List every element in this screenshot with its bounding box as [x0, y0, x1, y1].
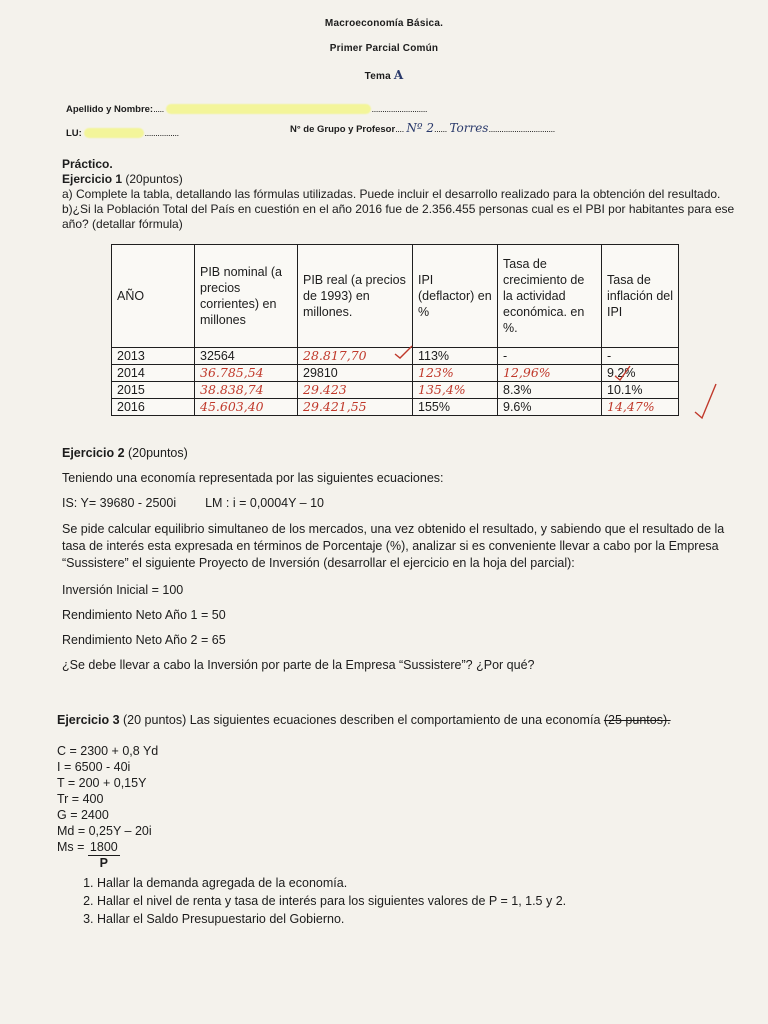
ejercicio-1-section: [62, 157, 742, 232]
ej2-title: Ejercicio 2: [62, 446, 125, 460]
ej1-title: Ejercicio 1: [62, 172, 123, 186]
cell-real: 29810: [298, 365, 413, 382]
ej3-title: Ejercicio 3: [57, 713, 120, 727]
redacted-name: [166, 104, 371, 114]
ms-lhs: Ms =: [57, 840, 88, 854]
cell-inflation: 14,47%: [602, 399, 679, 416]
course-title: Macroeconomía Básica.: [324, 18, 444, 29]
cell-ipi: 123%: [413, 365, 498, 382]
cell-nominal: 32564: [195, 348, 298, 365]
cell-inflation: 10.1%: [602, 382, 679, 399]
equation-ms: [57, 839, 737, 870]
equation-t: T = 200 + 0,15Y: [57, 776, 147, 790]
ms-numerator: 1800: [89, 840, 118, 854]
check-mark-icon: [395, 346, 412, 358]
header-pib-nominal: PIB nominal (a precios corrientes) en millones: [195, 245, 298, 348]
cell-growth: 9.6%: [498, 399, 602, 416]
exam-title: Primer Parcial Común: [329, 43, 439, 54]
ej2-equations: [62, 495, 742, 512]
ej2-rendimiento-1: Rendimiento Neto Año 1 = 50: [62, 608, 226, 622]
cell-real: 29.421,55: [298, 399, 413, 416]
ejercicio-3-section: [57, 712, 737, 928]
professor-value: Torres: [449, 121, 489, 135]
ej3-equations: [57, 743, 737, 870]
ms-fraction: [88, 839, 120, 870]
header-inflation: Tasa de inflación del IPI: [602, 245, 679, 348]
check-mark-icon: [615, 366, 630, 380]
ej3-heading: [57, 712, 737, 729]
grading-check-marks: [390, 344, 720, 424]
exam-header: [0, 18, 768, 82]
cell-inflation: -: [602, 348, 679, 365]
cell-nominal: 45.603,40: [195, 399, 298, 416]
ej3-task-list: [79, 874, 737, 928]
ej1-part-a: a) Complete la tabla, detallando las fórmulas utilizadas. Puede incluir el desarrollo realizado para la obtención del resultado.: [62, 187, 721, 201]
is-equation: IS: Y= 39680 - 2500i: [62, 496, 177, 510]
list-item: 1. Hallar la demanda agregada de la economía.: [97, 874, 737, 892]
tema-line: [0, 68, 768, 82]
ej2-question: ¿Se debe llevar a cabo la Inversión por parte de la Empresa “Sussistere”? ¿Por qué?: [62, 658, 535, 672]
cell-growth: -: [498, 348, 602, 365]
equation-tr: Tr = 400: [57, 792, 104, 806]
list-item: 3. Hallar el Saldo Presupuestario del Gobierno.: [97, 910, 737, 928]
name-label: Apellido y Nombre:: [66, 104, 154, 115]
ej2-rendimiento-2: Rendimiento Neto Año 2 = 65: [62, 633, 226, 647]
ej3-intro: (20 puntos) Las siguientes ecuaciones describen el comportamiento de una economía: [119, 713, 604, 727]
header-ipi: IPI (deflactor) en %: [413, 245, 498, 348]
name-line: Apellido y Nombre:..... ..........................: [66, 104, 428, 115]
ej2-points: (20puntos): [124, 446, 188, 460]
header-year: AÑO: [112, 245, 195, 348]
equation-md: Md = 0,25Y – 20i: [57, 824, 152, 838]
cell-nominal: 38.838,74: [195, 382, 298, 399]
cell-year: 2014: [112, 365, 195, 382]
lu-label: LU:: [66, 128, 82, 139]
group-label: N° de Grupo y Profesor: [290, 124, 396, 135]
ej2-inversion: Inversión Inicial = 100: [62, 583, 184, 597]
cell-ipi: 155%: [413, 399, 498, 416]
equation-g: G = 2400: [57, 808, 109, 822]
lm-equation: LM : i = 0,0004Y – 10: [205, 496, 325, 510]
lu-line: LU: ................: [66, 128, 179, 139]
cell-real: 28.817,70: [298, 348, 413, 365]
ejercicio-2-section: [62, 445, 742, 674]
ms-denominator: P: [99, 856, 108, 870]
group-line: N° de Grupo y Profesor.... Nº 2...... Torres...............................: [290, 121, 555, 135]
ej3-struck-points: (25 puntos).: [603, 713, 671, 727]
ej1-part-b: b)¿Si la Población Total del País en cuestión en el año 2016 fue de 2.356.455 personas cual es el PBI por habitantes para ese año? (detallar fórmula): [62, 202, 735, 231]
header-pib-real: PIB real (a precios de 1993) en millones.: [298, 245, 413, 348]
ej2-intro: Teniendo una economía representada por las siguientes ecuaciones:: [62, 471, 444, 485]
cell-growth: 12,96%: [498, 365, 602, 382]
cell-year: 2016: [112, 399, 195, 416]
ej2-instructions: Se pide calcular equilibrio simultaneo de los mercados, una vez obtenido el resultado, y sabiendo que el resultado de la tasa de interés esta expresada en términos de Porcentaje (%), analizar si es conveniente llevar a cabo por la Empresa “Sussistere” el siguiente Proyecto de Inversión (desarrollar el ejercicio en la hoja del parcial):: [62, 522, 725, 570]
redacted-lu: [84, 128, 144, 138]
header-growth: Tasa de crecimiento de la actividad económica. en %.: [498, 245, 602, 348]
cell-year: 2015: [112, 382, 195, 399]
cell-year: 2013: [112, 348, 195, 365]
ej1-points: (20puntos): [122, 172, 183, 186]
tema-value: A: [393, 68, 404, 82]
list-item: 2. Hallar el nivel de renta y tasa de interés para los siguientes valores de P = 1, 1.5 y 2.: [97, 892, 737, 910]
cell-ipi: 113%: [413, 348, 498, 365]
cell-growth: 8.3%: [498, 382, 602, 399]
check-mark-icon: [695, 384, 716, 418]
equation-i: I = 6500 - 40i: [57, 760, 131, 774]
group-value: Nº 2: [406, 121, 434, 135]
practico-title: Práctico.: [62, 157, 113, 171]
ej2-heading: [62, 445, 742, 462]
cell-inflation: 9.2%: [602, 365, 679, 382]
cell-ipi: 135,4%: [413, 382, 498, 399]
ej1-heading: [62, 172, 742, 187]
equation-c: C = 2300 + 0,8 Yd: [57, 744, 159, 758]
cell-nominal: 36.785,54: [195, 365, 298, 382]
cell-real: 29.423: [298, 382, 413, 399]
table-header-row: [112, 245, 679, 348]
tema-label: Tema: [364, 71, 391, 82]
